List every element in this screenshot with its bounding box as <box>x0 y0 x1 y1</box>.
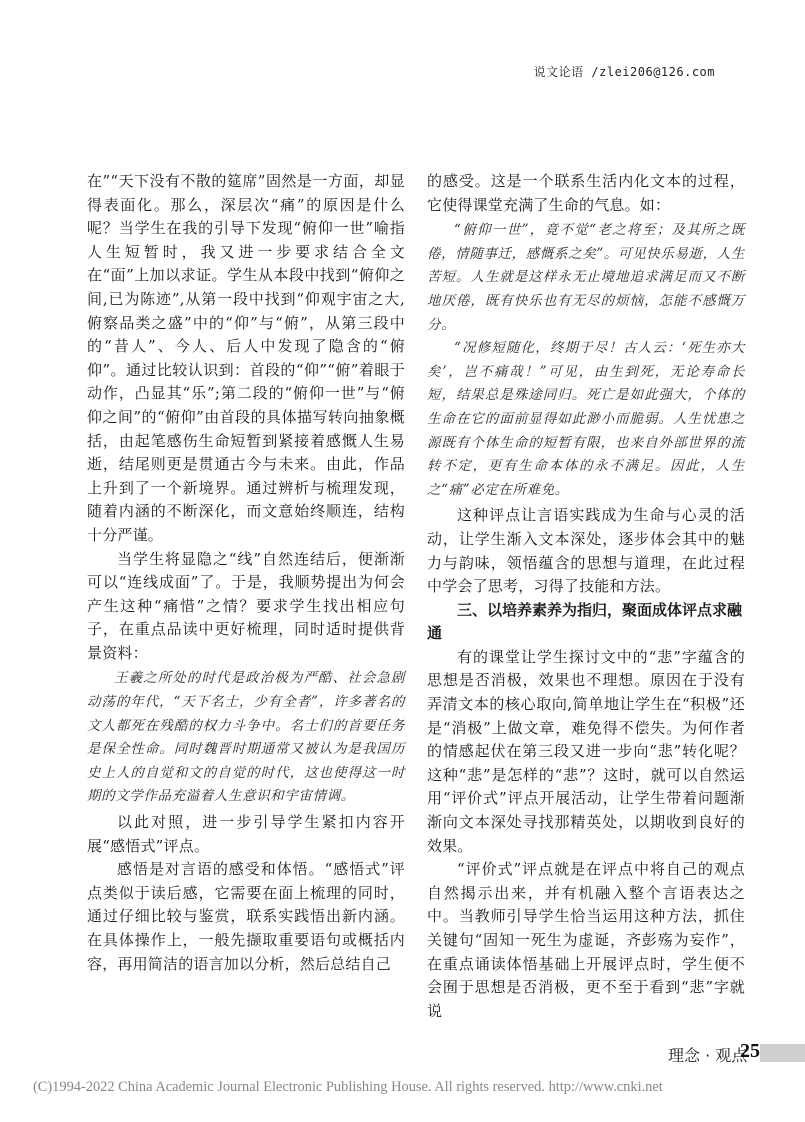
journal-header: 说文论语 /zlei206@126.com <box>533 65 715 79</box>
quote-block: “俯仰一世”，竟不觉“老之将至；及其所之既倦，情随事迁，感慨系之矣”。可见快乐易逝，人生苦短。人生就是这样永无止境地追求满足而又不断地厌倦，既有快乐也有无尽的烦恼，怎能不感慨万分。 <box>427 222 745 333</box>
copyright-notice: (C)1994-2022 China Academic Journal Electronic Publishing House. All rights reserved. http://www.cnki.net <box>33 1079 663 1095</box>
section-heading: 三、以培养素养为指归，聚面成体评点求融通 <box>427 600 743 643</box>
paragraph: 在”“天下没有不散的筵席”固然是一方面，却显得表面化。那么，深层次“痛”的原因是什么呢？当学生在我的引导下发现“俯仰一世”喻指人生短暂时，我又进一步要求结合全文在“面”上加以求证。学生从本段中找到“俯仰之间,已为陈迹”,从第一段中找到“仰观宇宙之大,俯察品类之盛”中的“仰”与“俯”，从第三段中的“昔人”、今人、后人中发现了隐含的“俯仰”。通过比较认识到：首段的“仰”“俯”着眼于动作，凸显其“乐”;第二段的“俯仰一世”与“俯仰之间”的“俯仰”由首段的具体描写转向抽象概括，由起笔感伤生命短暂到紧接着感慨人生易逝，结尾则更是贯通古今与未来。由此，作品上升到了一个新境界。通过辨析与梳理发现，随着内涵的不断深化，而文意始终顺连，结构十分严谨。 <box>87 172 405 544</box>
paragraph: 有的课堂让学生探讨文中的“悲”字蕴含的思想是否消极，效果也不理想。原因在于没有弄清文本的核心取向,简单地让学生在“积极”还是“消极”上做文章，难免得不偿失。为何作者的情感起伏在第三段又进一步向“悲”转化呢？这种“悲”是怎样的“悲”？这时，就可以自然运用“评价式”评点开展活动，让学生带着问题渐渐向文本深处寻找那精英处，以期收到良好的效果。 <box>427 647 745 855</box>
section-label: 理念 · 观点 <box>668 1046 748 1065</box>
paragraph: “评价式”评点就是在评点中将自己的观点自然揭示出来，并有机融入整个言语表达之中。当教师引导学生恰当运用这种方法，抓住关键句“固知一死生为虚诞，齐彭殇为妄作”，在重点诵读体悟基础上开展评点时，学生便不会囿于思想是否消极，更不至于看到“悲”字就说 <box>427 860 745 1020</box>
page-number-bar <box>760 1044 805 1062</box>
paragraph: 的感受。这是一个联系生活内化文本的过程，它使得课堂充满了生命的气息。如： <box>427 172 745 214</box>
page-number: 25 <box>740 1040 760 1062</box>
quote-block: “况修短随化，终期于尽！古人云：‘死生亦大矣’，岂不痛哉！”可见，由生到死，无论寿命长短，结果总是殊途同归。死亡是如此强大，个体的生命在它的面前显得如此渺小而脆弱。人生忧患之源既有个体生命的短暂有限，也来自外部世界的流转不定，更有生命本体的永不满足。因此，人生之“痛”必定在所难免。 <box>427 340 745 498</box>
paragraph: 感悟是对言语的感受和体悟。“感悟式”评点类似于读后感，它需要在面上梳理的同时，通过仔细比较与鉴赏，联系实践悟出新内涵。在具体操作上，一般先撷取重要语句或概括内容，再用简洁的语言加以分析，然后总结自己 <box>87 860 405 973</box>
paragraph: 当学生将显隐之“线”自然连结后，便渐渐可以“连线成面”了。于是，我顺势提出为何会产生这种“痛惜”之情？要求学生找出相应句子，在重点品读中更好梳理，同时适时提供背景资料： <box>87 549 405 662</box>
quote-block: 王羲之所处的时代是政治极为严酷、社会急剧动荡的年代，“天下名士，少有全者”，许多著名的文人都死在残酷的权力斗争中。名士们的首要任务是保全性命。同时魏晋时期通常又被认为是我国历史上人的自觉和文的自觉的时代，这也使得这一时期的文学作品充溢着人生意识和宇宙情调。 <box>87 670 405 805</box>
right-column <box>427 170 745 1023</box>
paragraph: 这种评点让言语实践成为生命与心灵的活动，让学生渐入文本深处，逐步体会其中的魅力与韵味，领悟蕴含的思想与道理，在此过程中学会了思考，习得了技能和方法。 <box>427 506 745 596</box>
left-column <box>87 170 405 976</box>
paragraph: 以此对照，进一步引导学生紧扣内容开展“感悟式”评点。 <box>87 813 405 855</box>
